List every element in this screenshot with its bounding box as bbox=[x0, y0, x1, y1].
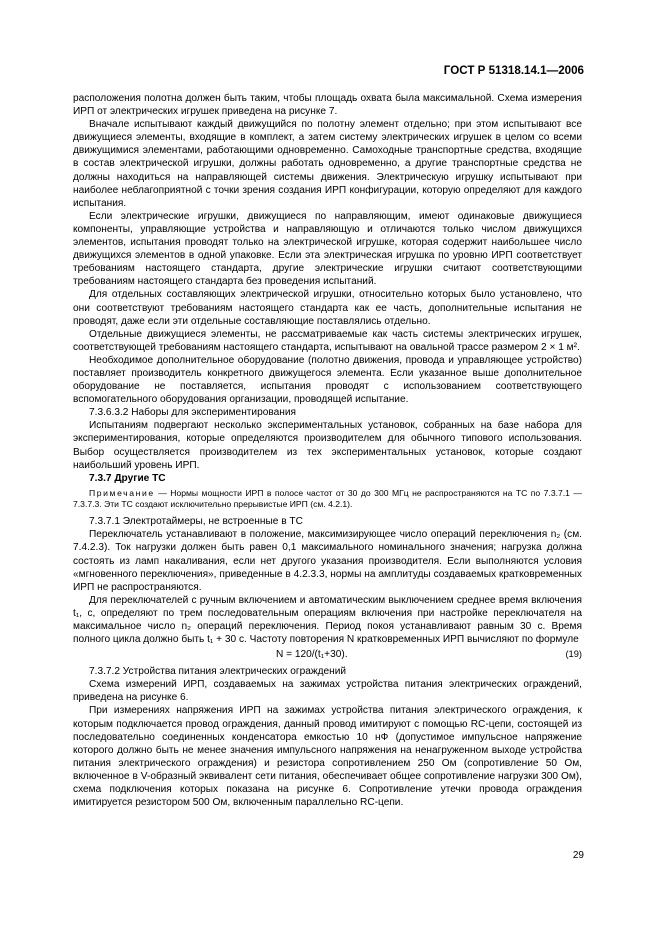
formula-number: (19) bbox=[565, 649, 582, 660]
paragraph: расположения полотна должен быть таким, чтобы площадь охвата была максимальной. Схема измерения ИРП от электрических игрушек приведена на рисунке 7. bbox=[73, 93, 582, 118]
formula-expression: N = 120/(t₁+30). bbox=[276, 649, 348, 661]
paragraph: Вначале испытывают каждый движущийся по полотну элемент отдельно; при этом испытывают все движущиеся элементы, входящие в комплект, а затем систему электрических игрушек в целом со всеми движущимися элементами, работающими одновременно. Самоходные транспортные средства, входящие в состав электрической игрушки, должны работать одновременно, а другие транспортные средства не должны находиться на направляющей системы движения. Электрическую игрушку испытывают при наиболее неблагоприятной с точки зрения создания ИРП конфигурации, которую определяют для каждого испытания. bbox=[73, 119, 582, 209]
section-heading: 7.3.7 Другие ТС bbox=[89, 472, 166, 484]
formula bbox=[73, 647, 582, 662]
paragraph: Отдельные движущиеся элементы, не рассматриваемые как часть системы электрических игрушек, соответствующей требованиям настоящего стандарта, испытывают на овальной трассе размером 2 × 1 м². bbox=[73, 328, 582, 353]
paragraph: Переключатель устанавливают в положение, максимизирующее число операций переключения n₂ (см. 7.4.2.3). Ток нагрузки должен быть равен 0,1 максимального номинального значения; нагрузка должна состоять из ламп накаливания, если нет другого указания производителя. Если выполняются условия «мгновенного переключения», приведенные в 4.2.3.3, нормы на амплитуды создаваемых кратковременных ИРП не распространяются. bbox=[73, 529, 582, 593]
section-heading: 7.3.6.3.2 Наборы для экспериментирования bbox=[89, 407, 296, 419]
note bbox=[73, 488, 582, 510]
document-header: ГОСТ Р 51318.14.1—2006 bbox=[443, 64, 584, 77]
section-heading: 7.3.7.1 Электротаймеры, не встроенные в ТС bbox=[89, 516, 303, 528]
paragraph: Схема измерений ИРП, создаваемых на зажимах устройства питания электрических ограждений, приведена на рисунке 6. bbox=[73, 679, 582, 704]
document-body bbox=[73, 92, 582, 809]
section-heading: 7.3.7.2 Устройства питания электрических ограждений bbox=[89, 666, 347, 678]
paragraph: Испытаниям подвергают несколько экспериментальных установок, собранных на базе набора для экспериментирования, которые определяются производителем для обычного типового использования. Выбор осуществляется производителем из тех экспериментальных установок, которые создают наибольший уровень ИРП. bbox=[73, 420, 582, 471]
page-number: 29 bbox=[572, 850, 584, 861]
note-text: — Нормы мощности ИРП в полосе частот от 30 до 300 МГц не распространяются на ТС по 7.3.7.1 — 7.3.7.3. Эти ТС создают исключительно прерывистые ИРП (см. 4.2.1). bbox=[73, 487, 582, 510]
note-label: Примечание bbox=[89, 487, 155, 498]
paragraph: Для переключателей с ручным включением и автоматическим выключением среднее время включения t₁, с, определяют по трем последовательным операциям включения при настройке переключателя на максимальное число n₂ операций переключения. Период покоя устанавливают равным 30 с. Время полного цикла должно быть t₁ + 30 с. Частоту повторения N кратковременных ИРП вычисляют по формуле bbox=[73, 594, 582, 646]
paragraph: Если электрические игрушки, движущиеся по направляющим, имеют одинаковые движущиеся компоненты, управляющие устройства и направляющую и отличаются только числом движущихся элементов, испытания проводят только на электрической игрушке, которая содержит наибольшее число движущихся элементов в одной упаковке. Если эта электрическая игрушка по уровню ИРП соответствует требованиям настоящего стандарта, другие электрические игрушки считают соответствующими требованиям настоящего стандарта без проведения испытаний. bbox=[73, 210, 582, 288]
paragraph: Необходимое дополнительное оборудование (полотно движения, провода и управляющее устройство) поставляет производитель конкретного движущегося элемента. Если указанное выше дополнительное оборудование не поставляется, испытания проводят с использованием соответствующего вспомогательного оборудования организации, проводящей испытание. bbox=[73, 354, 582, 406]
paragraph: Для отдельных составляющих электрической игрушки, относительно которых было установлено, что они соответствуют требованиям настоящего стандарта как ее часть, дополнительные испытания не проводят, даже если эти отдельные составляющие поставлялись отдельно. bbox=[73, 289, 582, 327]
paragraph: При измерениях напряжения ИРП на зажимах устройства питания электрического ограждения, к которым подключается провод ограждения, данный провод имитируют с помощью RC-цепи, состоящей из последовательно соединенных конденсатора емкостью 10 нФ (допустимое импульсное напряжение которого должно быть не менее значения импульсного напряжения на ненагруженном выходе устройства питания электрического ограждения) и резистора сопротивлением 250 Ом (сопротивление 50 Ом, включенное в V-образный эквивалент сети питания, обеспечивает общее сопротивление нагрузки 300 Ом), схема подключения которых показана на рисунке 6. Сопротивление утечки провода ограждения имитируется резистором 500 Ом, включенным параллельно RC-цепи. bbox=[73, 705, 582, 809]
